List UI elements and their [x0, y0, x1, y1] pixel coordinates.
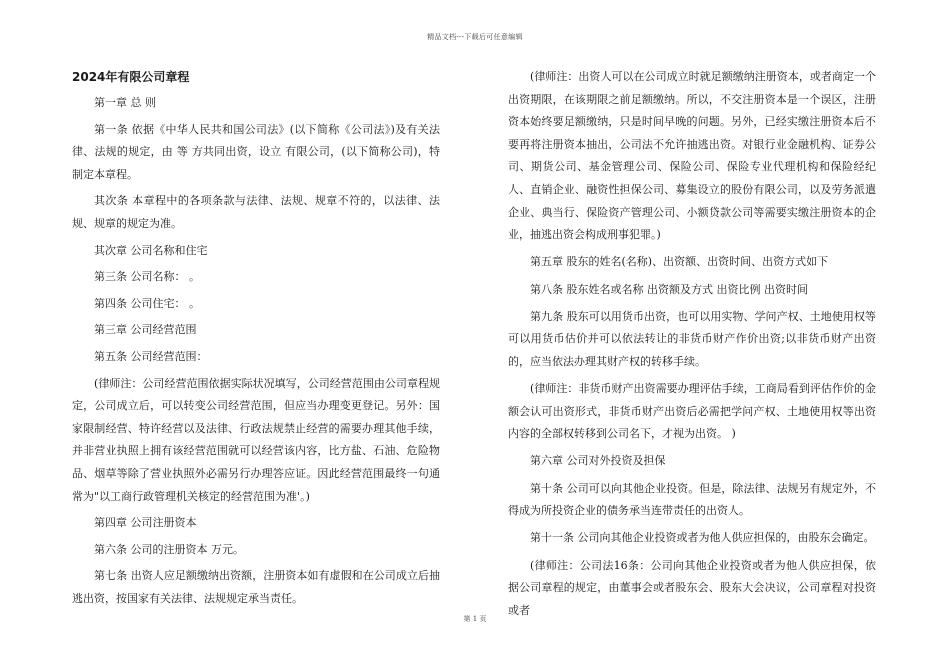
article-7: 第七条 出资人应足额缴纳出资额，注册资本如有虚假和在公司成立后抽逃出资，按国家有关法律、法规规定承当责任。 [72, 569, 440, 605]
chapter-2-heading: 其次章 公司名称和住宅 [94, 243, 208, 257]
left-column [72, 66, 440, 614]
page-number: 第 1 页 [463, 615, 487, 623]
article-9: 第九条 股东可以用货币出资，也可以用实物、学问产权、土地使用权等可以用货币估价并可以依法转让的非货币财产作价出资;以非货币财产出资的，应当依法办理其财产权的转移手续。 [508, 309, 876, 368]
chapter-3-heading: 第三章 公司经营范围 [94, 323, 197, 337]
chapter-6-heading: 第六章 公司对外投资及担保 [530, 454, 666, 468]
article-5: 第五条 公司经营范围： [94, 349, 208, 363]
article-1: 第一条 依据《中华人民共和国公司法》(以下简称《公司法》)及有关法律、法规的规定，由 等 方共同出资，设立 有限公司，(以下简称公司)，特制定本章程。 [72, 122, 440, 181]
chapter-4-heading: 第四章 公司注册资本 [94, 516, 197, 530]
chapter-5-heading: 第五章 股东的姓名(名称)、出资额、出资时间、出资方式如下 [530, 255, 829, 269]
right-column [508, 66, 876, 627]
article-2: 其次条 本章程中的各项条款与法律、法规、规章不符的，以法律、法规、规章的规定为准。 [72, 194, 440, 230]
article-3: 第三条 公司名称： 。 [94, 270, 200, 284]
lawyer-note-business-scope: (律师注：公司经营范围依据实际状况填写，公司经营范围由公司章程规定，公司成立后，可以转变公司经营范围，但应当办理变更登记。另外：国家限制经营、特许经营以及法律、行政法规禁止经营的需要办理其他手续，并非营业执照上拥有该经营范围就可以经营该内容，比方盐、石油、危险物品、烟草等除了营业执照外必需另行办理答应证。因此经营范围最终一句通常为"以工商行政管理机关核定的经营范围为准'。) [72, 376, 440, 503]
document-title: 2024年有限公司章程 [72, 70, 190, 84]
article-10: 第十条 公司可以向其他企业投资。但是，除法律、法规另有规定外，不得成为所投资企业的债务承当连带责任的出资人。 [508, 481, 876, 518]
article-11: 第十一条 公司向其他企业投资或者为他人供应担保的，由股东会确定。 [530, 531, 875, 545]
article-8: 第八条 股东姓名或名称 出资额及方式 出资比例 出资时间 [530, 282, 808, 296]
lawyer-note-non-cash: (律师注：非货币财产出资需要办理评估手续，工商局看到评估作价的金额会认可出资形式，非货币财产出资后必需把学问产权、土地使用权等出资内容的全部权转移到公司名下，才视为出资。 ) [508, 382, 876, 441]
lawyer-note-capital: (律师注：出资人可以在公司成立时就足额缴纳注册资本，或者商定一个出资期限，在该期限之前足额缴纳。所以，不交注册资本是一个误区，注册资本始终要足额缴纳，只是时间早晚的问题。另外，已经实缴注册资本后不要再将注册资本抽出，公司法不允许抽逃出资。对银行业金融机构、证券公司、期货公司、基金管理公司、保险公司、保险专业代理机构和保险经纪人、直销企业、融资性担保公司、募集设立的股份有限公司，以及劳务派遣企业、典当行、保险资产管理公司、小额贷款公司等需要实缴注册资本的企业，抽逃出资会构成刑事犯罪。) [508, 70, 876, 242]
article-6: 第六条 公司的注册资本 万元。 [94, 542, 244, 556]
page-header: 精品文档---下载后可任意编辑 [427, 33, 523, 41]
article-4: 第四条 公司住宅： 。 [94, 296, 200, 310]
chapter-1-heading: 第一章 总 则 [94, 96, 156, 109]
lawyer-note-article-16: (律师注：公司法16条：公司向其他企业投资或者为他人供应担保，依据公司章程的规定，由董事会或者股东会、股东大会决议，公司章程对投资或者 [508, 558, 876, 617]
